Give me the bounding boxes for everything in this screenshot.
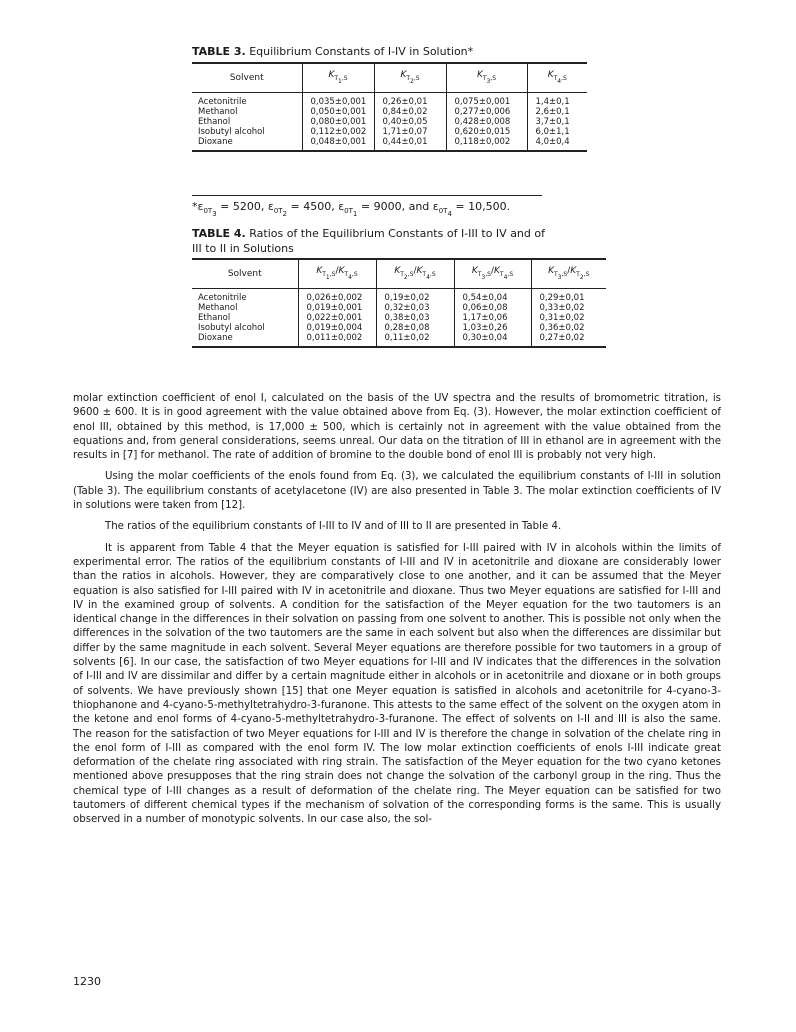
footnote-sub-index: 2 [282,210,288,218]
table4-cell: 0,022±0,001 [298,313,376,323]
footnote-sub-index: 3 [212,210,217,218]
table4-header-kt2-kt4: $K_{T_2,S}/K_{T_4,S}$ [376,259,454,289]
table4-solvent: Isobutyl alcohol [198,323,265,333]
table3-header-solvent: Solvent [192,63,302,93]
table3-solvent: Dioxane [192,137,302,151]
table4-solvent: Acetonitrile [198,293,247,303]
epsilon-symbol: ε [432,200,439,213]
paragraph: It is apparent from Table 4 that the Meyer equation is satisfied for I-III paired with IV in alcohols within the limits of experimental error. The ratios of the equilibrium constants of I-III and IV in acetonitrile and dioxane are considerably lower than the ratios in alcohols. However, they are comparatively close to one another, and it can be assumed that the Meyer equation is also satisfied for I-III paired with IV in acetonitrile and dioxane. Thus two Meyer equations are satisfied for I-III and IV in the examined group of solvents. A condition for the satisfaction of the Meyer equation for the two tautomers is an identical change in the differences in their solvation on passing from one solvent to another. This is possible not only when the differences in the solvation of the two tautomers are the same in each solvent but also when the differences are dissimilar but differ by the same magnitude in each solvent. Several Meyer equations are therefore possible for two tautomers in a group of solvents [6]. In our case, the satisfaction of two Meyer equations for I-III and IV indicates that the differences in the solvation of I-III and IV are dissimilar and differ by a certain magnitude either in alcohols or in acetonitrile and dioxane or in both groups of solvents. We have previously shown [15] that one Meyer equation is satisfied in alcohols and acetonitrile for 4-cyano-3-thiophanone and 4-cyano-5-methyltetrahydro-3-furanone. This attests to the same effect of the solvent on the oxygen atom in the ketone and enol forms of 4-cyano-5-methyltetrahydro-3-furanone. The effect of solvents on I-II and III is also the same. The reason for the satisfaction of two Meyer equations for I-III and IV is therefore the change in solvation of the chelate ring in the enol form of I-III as compared with the enol form IV. The low molar extinction coefficients of enols I-III indicate great deformation of the chelate ring associated with ring strain. The satisfaction of the Meyer equation for the two cyano ketones mentioned above presupposes that the ring strain does not change the solvation of the carbonyl group in the ring. Thus the chemical type of I-III changes as a result of deformation of the chelate ring. The Meyer equation can be satisfied for two tautomers of different chemical types if the mechanism of solvation of the corresponding forms is the same. This is usually observed in a number of monotypic solvents. In our case also, the sol- [73,542,721,826]
table-row [192,313,606,323]
table-row [192,137,587,151]
table3-solvent: Acetonitrile [198,97,247,107]
table3-cell: 0,112±0,002 [302,127,374,137]
table3-header-kt4: $K_{T_4,S}$ [527,63,587,93]
table4-cell: 0,28±0,08 [376,323,454,333]
table3-cell: 0,050±0,001 [302,107,374,117]
table4-header-kt1-kt4: $K_{T_1,S}/K_{T_4,S}$ [298,259,376,289]
footnote-sub-index: 4 [447,210,452,218]
table3-cell: 0,620±0,015 [446,127,527,137]
table4-solvent: Methanol [198,303,238,313]
table-row [192,293,606,303]
table4-label: TABLE 4. [192,227,246,240]
footnote-text: = 4500, [287,200,339,213]
footnote-star: * [192,200,198,213]
table4-cell: 0,11±0,02 [376,333,454,347]
table4-cell: 0,019±0,004 [298,323,376,333]
table3-cell: 0,26±0,01 [374,97,446,107]
table3-cell: 0,080±0,001 [302,117,374,127]
table4-solvent: Dioxane [192,333,298,347]
footnote-text: = 5200, [216,200,268,213]
table4-header-row [192,259,606,289]
table3-header-kt2: $K_{T_2,S}$ [374,63,446,93]
table4-cell: 0,06±0,08 [454,303,531,313]
table3-cell: 1,4±0,1 [527,97,587,107]
table4-cell: 0,30±0,04 [454,333,531,347]
paragraph: molar extinction coefficient of enol I, calculated on the basis of the UV spectra and the results of bromometric titration, is 9600 ± 600. It is in good agreement with the value obtained above from Eq. (3). However, the molar extinction coefficient of enol III, obtained by this method, is 17,000 ± 500, which is certainly not in agreement with the value obtained from the equations and, from general considerations, seems unreal. Our data on the titration of III in ethanol are in agreement with the results in [7] for methanol. The rate of addition of bromine to the double bond of enol III is probably not very high. [73,393,721,462]
table3 [192,62,587,152]
table-row [192,117,587,127]
page-number: 1230 [73,975,101,988]
footnote-text: = 9000, and [357,200,433,213]
table3-cell: 6,0±1,1 [527,127,587,137]
footnote-sub: 0T [203,207,213,215]
table-row [192,303,606,313]
table3-footnote [192,195,542,218]
paragraph: The ratios of the equilibrium constants of I-III to IV and of III to II are presented in Table 4. [105,521,562,533]
table3-cell: 0,118±0,002 [446,137,527,151]
table4-cell: 1,17±0,06 [454,313,531,323]
table3-cell: 0,84±0,02 [374,107,446,117]
table4-cell: 0,29±0,01 [531,293,606,303]
table3-cell: 1,71±0,07 [374,127,446,137]
table3-header-kt3: $K_{T_3,S}$ [446,63,527,93]
table4-title-line1: Ratios of the Equilibrium Constants of I-III to IV and of [249,227,545,240]
table3-solvent: Isobutyl alcohol [198,127,265,137]
table3-cell: 0,048±0,001 [302,137,374,151]
table-row [192,333,606,347]
table-row [192,323,606,333]
epsilon-symbol: ε [197,200,204,213]
table3-cell: 0,40±0,05 [374,117,446,127]
table3-cell: 0,035±0,001 [302,97,374,107]
paragraph: Using the molar coefficients of the enols found from Eq. (3), we calculated the equilibrium constants of I-III in solution (Table 3). The equilibrium constants of acetylacetone (IV) are also presented in Table 3. The molar extinction coefficients of IV in solutions were taken from [12]. [73,471,721,512]
table4-cell: 0,32±0,03 [376,303,454,313]
table4-caption [192,226,545,256]
table3-cell: 3,7±0,1 [527,117,587,127]
table4 [192,258,606,348]
table4-cell: 0,27±0,02 [531,333,606,347]
table4-header-solvent: Solvent [192,259,298,289]
table-row [192,97,587,107]
epsilon-symbol: ε [338,200,345,213]
footnote-text: = 10,500. [451,200,511,213]
table4-solvent: Ethanol [198,313,231,323]
table3-cell: 0,277±0,006 [446,107,527,117]
body-text [73,392,721,835]
table3-header-row [192,63,587,93]
table3-solvent: Methanol [198,107,238,117]
table3-cell: 2,6±0,1 [527,107,587,117]
table4-cell: 0,31±0,02 [531,313,606,323]
table3-caption [192,44,473,59]
footnote-sub: 0T [438,207,448,215]
table4-cell: 0,011±0,002 [298,333,376,347]
table4-cell: 0,33±0,02 [531,303,606,313]
table3-cell: 0,075±0,001 [446,97,527,107]
footnote-sub: 0T [344,207,353,215]
table-row [192,127,587,137]
table4-cell: 0,19±0,02 [376,293,454,303]
table4-cell: 0,38±0,03 [376,313,454,323]
table-row [192,107,587,117]
table4-cell: 0,019±0,001 [298,303,376,313]
table4-header-kt3-kt4: $K_{T_3,S}/K_{T_4,S}$ [454,259,531,289]
table3-label: TABLE 3. [192,45,246,58]
table3-cell: 4,0±0,4 [527,137,587,151]
footnote-sub: 0T [273,207,283,215]
footnote-sub-index: 1 [352,210,358,218]
table4-cell: 0,026±0,002 [298,293,376,303]
table4-cell: 0,36±0,02 [531,323,606,333]
table4-title-line2: III to II in Solutions [192,242,294,255]
table3-solvent: Ethanol [198,117,231,127]
table3-header-kt1: $K_{T_1,S}$ [302,63,374,93]
table4-header-kt3-kt2: $K_{T_3,S}/K_{T_2,S}$ [531,259,606,289]
table3-title: Equilibrium Constants of I-IV in Solution* [249,45,474,58]
table3-cell: 0,44±0,01 [374,137,446,151]
table4-cell: 0,54±0,04 [454,293,531,303]
table4-cell: 1,03±0,26 [454,323,531,333]
table3-cell: 0,428±0,008 [446,117,527,127]
epsilon-symbol: ε [267,200,274,213]
